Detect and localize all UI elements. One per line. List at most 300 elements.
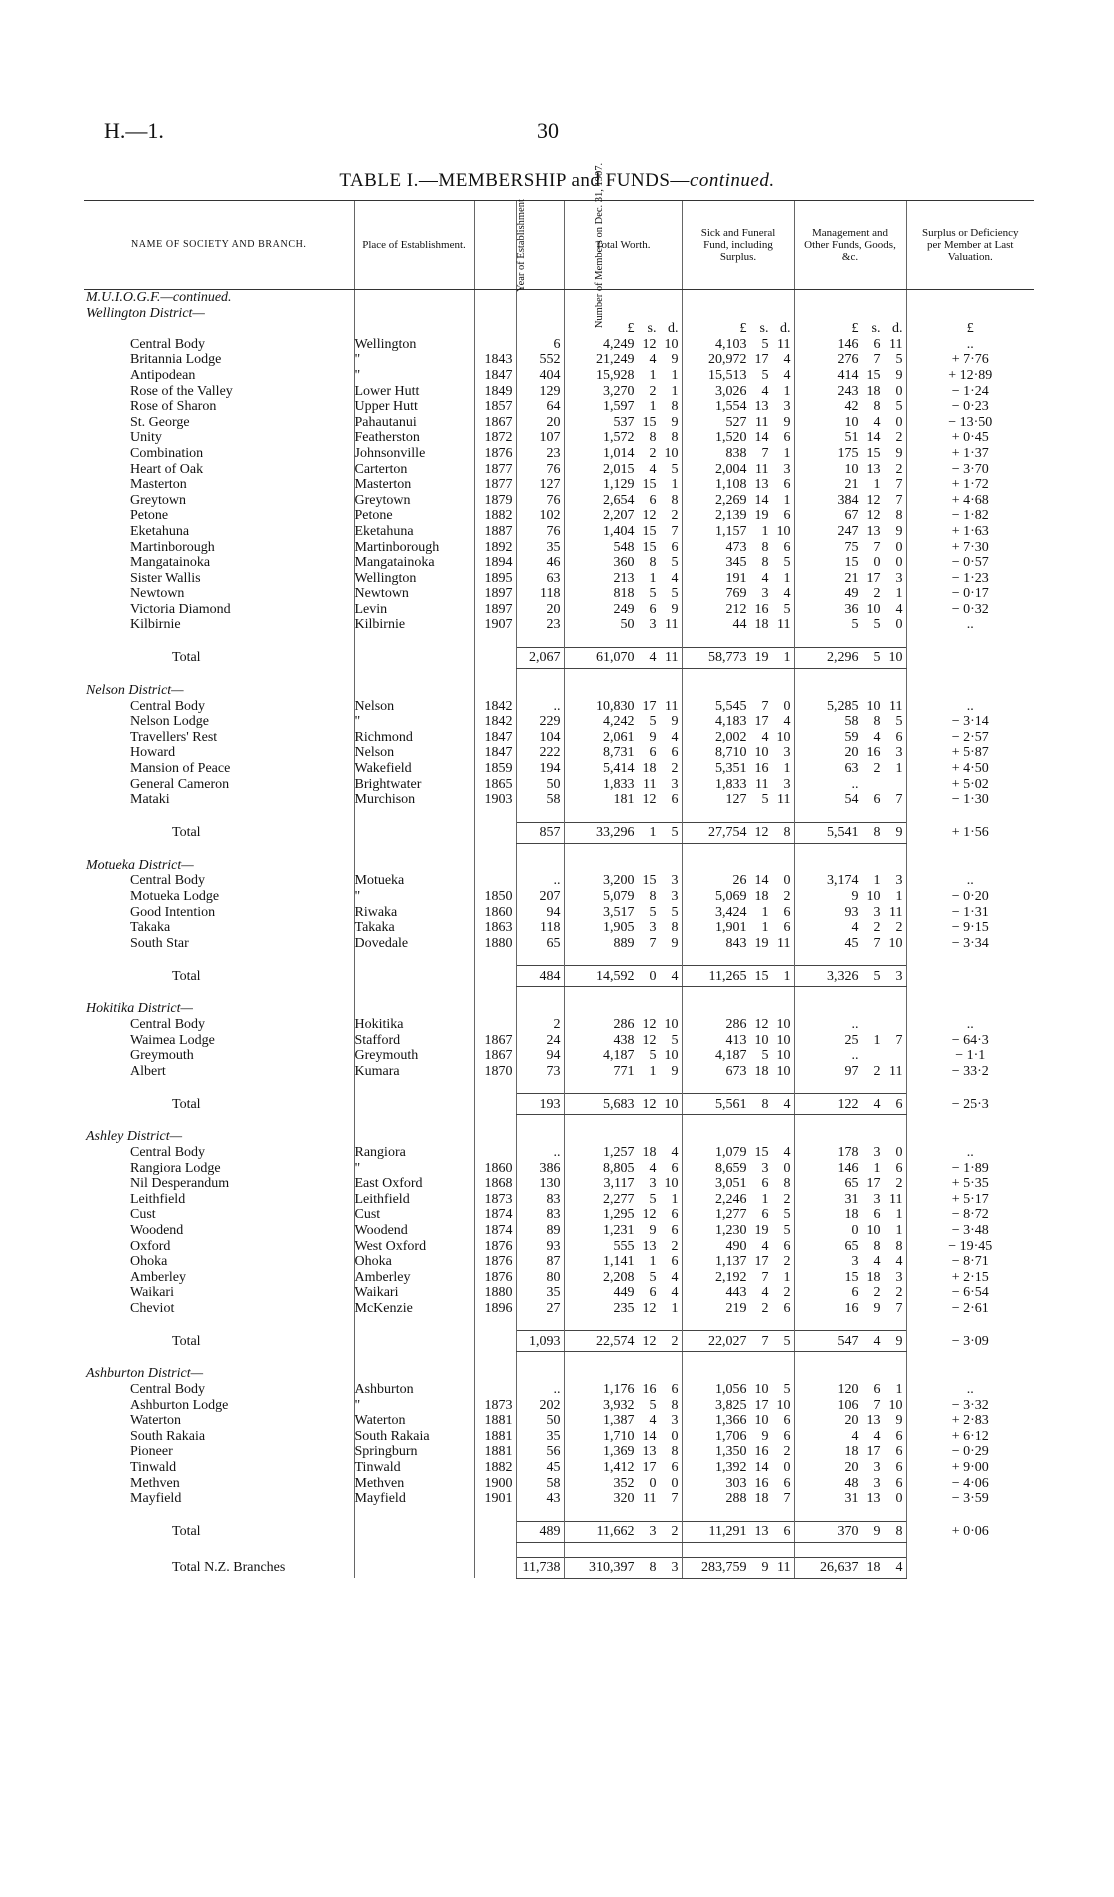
- total-worth-value: [565, 1398, 682, 1414]
- year-of-establishment: 1876: [474, 1239, 516, 1255]
- sick-funeral-fund-value: [683, 1033, 794, 1049]
- sick-fund-sum: [682, 1094, 794, 1115]
- number-of-members: ..: [516, 873, 564, 889]
- sick-fund-sum: [682, 648, 794, 669]
- table-row: [84, 1223, 1034, 1239]
- total-worth-sum-value: [565, 825, 682, 841]
- pounds: 213: [613, 570, 635, 586]
- shillings: 0: [873, 555, 881, 571]
- management-funds-value: [795, 1301, 906, 1317]
- management-funds-value: [795, 761, 906, 777]
- total-worth-value: [565, 602, 682, 618]
- shillings: 17: [754, 714, 769, 730]
- branch-name: Mangatainoka: [130, 555, 211, 571]
- shillings: 6: [649, 1285, 657, 1301]
- pounds: 178: [837, 1144, 859, 1160]
- year-of-establishment: 1847: [474, 745, 516, 761]
- total-members: 489: [516, 1521, 564, 1542]
- total-worth-value: [565, 936, 682, 952]
- sick-funeral-fund: [682, 1285, 794, 1301]
- district-name: Wellington District—: [86, 305, 205, 321]
- management-funds-value: [795, 508, 906, 524]
- pounds: 1,412: [603, 1460, 635, 1476]
- spacer-cell: [354, 1079, 474, 1094]
- number-of-members: 76: [516, 493, 564, 509]
- spacer-cell: [474, 1115, 516, 1130]
- spacer-cell: [794, 669, 906, 684]
- pence: 10: [888, 1397, 903, 1413]
- total-worth: [564, 446, 682, 462]
- sick-funeral-fund-value: [683, 1413, 794, 1429]
- pence: 0: [671, 1475, 679, 1491]
- district-name: Ashley District—: [86, 1129, 183, 1145]
- total-worth-value: [565, 761, 682, 777]
- pounds: 5,069: [715, 889, 747, 904]
- unit-pence: d.: [892, 321, 903, 337]
- surplus-deficiency: − 64·3: [906, 1033, 1034, 1049]
- shillings: 16: [642, 1382, 657, 1398]
- pounds: 2,277: [603, 1191, 635, 1207]
- branch-name: Motueka Lodge: [130, 889, 220, 904]
- pounds: 1,108: [715, 477, 747, 493]
- sick-funeral-fund-value: [683, 1444, 794, 1460]
- shillings: 3: [873, 1460, 881, 1476]
- pence: 7: [671, 1491, 679, 1507]
- empty-cell: [474, 1557, 516, 1578]
- pence: 6: [671, 1160, 679, 1176]
- pounds: 3,517: [603, 904, 635, 920]
- pounds: 818: [613, 586, 635, 602]
- pounds: 146: [837, 336, 859, 352]
- pence: 2: [671, 508, 679, 524]
- pence: 11: [665, 698, 679, 714]
- total-worth-value: [565, 1033, 682, 1049]
- pence: 6: [895, 1444, 903, 1460]
- total-surplus: − 3·09: [906, 1331, 1034, 1352]
- sick-funeral-fund-value: [683, 1239, 794, 1255]
- management-funds-value: [795, 714, 906, 730]
- pounds: 384: [837, 492, 859, 508]
- place-of-establishment: ": [354, 889, 474, 905]
- table-row: [84, 1270, 1034, 1286]
- spacer-cell: [682, 1542, 794, 1557]
- total-worth-value: [565, 1382, 682, 1398]
- sick-funeral-fund-value: [683, 1285, 794, 1301]
- spacer-cell: [794, 1352, 906, 1367]
- sick-funeral-fund-value: [683, 730, 794, 746]
- total-worth-value: [565, 399, 682, 415]
- pence: 6: [783, 1300, 791, 1316]
- place-of-establishment: Nelson: [354, 699, 474, 715]
- pence: 4: [671, 1269, 679, 1285]
- district-name: Hokitika District—: [86, 1001, 193, 1017]
- pounds: 18: [844, 1444, 859, 1460]
- surplus-deficiency: + 9·00: [906, 1460, 1034, 1476]
- empty-cell: [516, 683, 564, 699]
- pence: 0: [783, 1460, 791, 1476]
- spacer-cell: [794, 1542, 906, 1557]
- year-of-establishment: [474, 873, 516, 889]
- table-row: [84, 446, 1034, 462]
- year-of-establishment: 1849: [474, 384, 516, 400]
- pence: 0: [895, 1491, 903, 1507]
- sick-funeral-fund: [682, 761, 794, 777]
- shillings: 6: [873, 1382, 881, 1398]
- management-funds: [794, 384, 906, 400]
- shillings: 15: [642, 414, 657, 430]
- sick-funeral-fund-value: [683, 399, 794, 415]
- empty-cell: [474, 1129, 516, 1145]
- pence: 10: [664, 336, 679, 352]
- place-of-establishment: Springburn: [354, 1444, 474, 1460]
- pounds: 44: [732, 617, 747, 633]
- shillings: 11: [643, 1491, 657, 1507]
- place-of-establishment: Hokitika: [354, 1017, 474, 1033]
- units-cell: [682, 321, 794, 337]
- spacer-cell: [474, 1316, 516, 1331]
- shillings: 12: [866, 492, 881, 508]
- shillings: 5: [873, 968, 881, 984]
- spacer-cell: [516, 843, 564, 858]
- management-funds-value: [795, 1064, 906, 1080]
- sick-funeral-fund-value: [683, 1491, 794, 1507]
- management-sum: [794, 966, 906, 987]
- spacer-cell: [794, 808, 906, 823]
- shillings: 6: [649, 745, 657, 761]
- total-worth-value: [565, 1301, 682, 1317]
- empty-cell: [794, 290, 906, 306]
- branch-name: Travellers' Rest: [130, 729, 218, 745]
- shillings: 9: [649, 1222, 657, 1238]
- pence: 5: [783, 1333, 791, 1349]
- spacer-cell: [84, 808, 354, 823]
- pounds: 15,513: [708, 367, 747, 383]
- pounds: 5,545: [715, 698, 747, 714]
- branch-name: Mayfield: [130, 1491, 182, 1507]
- pence: 7: [671, 523, 679, 539]
- place-of-establishment: Amberley: [354, 1270, 474, 1286]
- spacer-cell: [84, 1316, 354, 1331]
- sick-funeral-fund-value: [683, 792, 794, 808]
- management-funds-value: [795, 1398, 906, 1414]
- pounds: 146: [837, 1160, 859, 1176]
- shillings: 4: [761, 570, 769, 586]
- sick-funeral-fund-value: [683, 1429, 794, 1445]
- spacer-row: [84, 1079, 1034, 1094]
- management-sum: [794, 648, 906, 669]
- sick-funeral-fund-value: [683, 1207, 794, 1223]
- branch-name: Central Body: [130, 698, 206, 714]
- total-worth-value: [565, 493, 682, 509]
- management-funds: [794, 714, 906, 730]
- place-of-establishment: Rangiora: [354, 1145, 474, 1161]
- pounds: 21,249: [596, 352, 635, 368]
- pounds: 31: [844, 1491, 859, 1507]
- shillings: 1: [761, 523, 769, 539]
- management-funds-value: [795, 1429, 906, 1445]
- pounds: 20: [844, 1413, 859, 1429]
- units: [565, 321, 682, 337]
- number-of-members: 45: [516, 1460, 564, 1476]
- pence: 9: [671, 601, 679, 617]
- year-of-establishment: 1894: [474, 555, 516, 571]
- sick-fund-sum: [682, 1331, 794, 1352]
- table-row: [84, 1301, 1034, 1317]
- total-worth: [564, 1048, 682, 1064]
- sick-funeral-fund: [682, 1048, 794, 1064]
- sick-funeral-fund-value: [683, 920, 794, 936]
- pounds: 345: [725, 555, 747, 571]
- management-funds-value: [795, 430, 906, 446]
- management-funds-value: [795, 540, 906, 556]
- number-of-members: 58: [516, 792, 564, 808]
- branch-name: Victoria Diamond: [130, 601, 231, 617]
- district-heading: [84, 683, 1034, 699]
- surplus-deficiency: + 7·76: [906, 352, 1034, 368]
- pounds: 10: [844, 414, 859, 430]
- table-row: [84, 1145, 1034, 1161]
- surplus-deficiency: − 1·1: [906, 1048, 1034, 1064]
- pounds: 16: [844, 1300, 859, 1316]
- year-of-establishment: 1901: [474, 1491, 516, 1507]
- branch-name: Waimea Lodge: [130, 1032, 215, 1048]
- shillings: 15: [642, 873, 657, 889]
- sick-funeral-fund: [682, 1033, 794, 1049]
- number-of-members: 93: [516, 1239, 564, 1255]
- pence: 3: [783, 776, 791, 792]
- shillings: 4: [761, 383, 769, 399]
- total-worth: [564, 415, 682, 431]
- branch-name: Oxford: [130, 1238, 171, 1254]
- management-funds-value: [795, 873, 906, 889]
- pounds: 1,706: [715, 1428, 747, 1444]
- pence: 2: [783, 1285, 791, 1301]
- pounds: 11,265: [708, 968, 747, 984]
- sick-funeral-fund: [682, 905, 794, 921]
- surplus-deficiency: − 1·82: [906, 508, 1034, 524]
- management-funds-value: [795, 777, 906, 793]
- shillings: 1: [649, 570, 657, 586]
- col-total-worth-header: Total Worth.: [564, 201, 682, 290]
- spacer-cell: [682, 808, 794, 823]
- table-row: [84, 889, 1034, 905]
- branch-name: Greymouth: [130, 1048, 194, 1064]
- empty-cell: [516, 306, 564, 322]
- empty-cell: [474, 1331, 516, 1352]
- total-worth-value: [565, 792, 682, 808]
- surplus-deficiency: − 0·29: [906, 1444, 1034, 1460]
- district-heading: [84, 1366, 1034, 1382]
- pence: 9: [671, 352, 679, 368]
- place-of-establishment: Cust: [354, 1207, 474, 1223]
- table-row: [84, 1017, 1034, 1033]
- shillings: 5: [649, 714, 657, 730]
- pence: 11: [889, 1191, 903, 1207]
- empty-cell: [682, 858, 794, 874]
- management-funds: [794, 617, 906, 633]
- total-worth-sum: [564, 648, 682, 669]
- shillings: 14: [754, 873, 769, 889]
- management-funds-value: [795, 1176, 906, 1192]
- sick-funeral-fund-value: [683, 540, 794, 556]
- header-row: [84, 201, 1034, 290]
- sick-funeral-fund-value: [683, 1161, 794, 1177]
- place-of-establishment: Brightwater: [354, 777, 474, 793]
- pence: 4: [783, 586, 791, 602]
- pence: 3: [671, 1560, 679, 1576]
- pence: 10: [776, 1063, 791, 1079]
- empty-cell: [474, 683, 516, 699]
- pence: 1: [671, 477, 679, 493]
- sick-fund-sum: [682, 966, 794, 987]
- spacer-cell: [564, 1352, 682, 1367]
- pounds: 106: [837, 1397, 859, 1413]
- empty-cell: [354, 1129, 474, 1145]
- pounds: 22,027: [708, 1333, 747, 1349]
- sick-funeral-fund-value: [683, 1064, 794, 1080]
- branch-name: Takaka: [130, 920, 171, 936]
- pence: 6: [671, 1207, 679, 1223]
- pence: 4: [671, 968, 679, 984]
- total-worth: [564, 1429, 682, 1445]
- table-row: [84, 1192, 1034, 1208]
- branch-name: Albert: [130, 1063, 166, 1079]
- total-worth-sum-value: [565, 969, 682, 985]
- pounds: 8,731: [603, 745, 635, 761]
- shillings: 4: [873, 1428, 881, 1444]
- year-of-establishment: 1860: [474, 1161, 516, 1177]
- total-worth: [564, 1444, 682, 1460]
- management-funds: [794, 1254, 906, 1270]
- pounds: 50: [620, 617, 635, 633]
- spacer-cell: [682, 951, 794, 966]
- place-of-establishment: Featherston: [354, 430, 474, 446]
- table-row: [84, 524, 1034, 540]
- number-of-members: ..: [516, 1145, 564, 1161]
- pounds: 26,637: [820, 1560, 859, 1576]
- management-funds-value: [795, 571, 906, 587]
- shillings: 18: [754, 1063, 769, 1079]
- sick-funeral-fund: [682, 524, 794, 540]
- sick-funeral-fund-value: [683, 617, 794, 633]
- pounds: 303: [725, 1475, 747, 1491]
- empty-cell: [354, 1094, 474, 1115]
- spacer-row: [84, 1316, 1034, 1331]
- pence: 6: [895, 1160, 903, 1176]
- pence: 3: [671, 776, 679, 792]
- spacer-cell: [906, 951, 1034, 966]
- sick-funeral-fund-value: [683, 352, 794, 368]
- total-worth-value: [565, 1429, 682, 1445]
- pounds: 1,129: [603, 477, 635, 493]
- shillings: 12: [642, 1300, 657, 1316]
- shillings: 18: [642, 761, 657, 777]
- table-row: [84, 1285, 1034, 1301]
- pounds: 2,061: [603, 729, 635, 745]
- management-funds: [794, 493, 906, 509]
- management-funds-value: [795, 1223, 906, 1239]
- surplus-deficiency: ..: [906, 1017, 1034, 1033]
- year-of-establishment: [474, 1017, 516, 1033]
- management-funds-value: [795, 1444, 906, 1460]
- total-worth-value: [565, 384, 682, 400]
- district-heading: [84, 306, 1034, 322]
- pence: 6: [671, 539, 679, 555]
- spacer-cell: [906, 808, 1034, 823]
- shillings: 4: [873, 1096, 881, 1112]
- pounds: 1,137: [715, 1254, 747, 1270]
- total-worth: [564, 571, 682, 587]
- sick-funeral-fund-value: [683, 1176, 794, 1192]
- sick-funeral-fund: [682, 384, 794, 400]
- sick-funeral-fund: [682, 714, 794, 730]
- management-funds: [794, 792, 906, 808]
- pounds: 3,174: [827, 873, 859, 889]
- management-funds: [794, 1398, 906, 1414]
- pounds: 3,424: [715, 904, 747, 920]
- pence: [881, 1017, 903, 1033]
- pence: 6: [895, 1475, 903, 1491]
- total-worth-sum-value: [565, 1524, 682, 1540]
- spacer-cell: [682, 1316, 794, 1331]
- place-of-establishment: McKenzie: [354, 1301, 474, 1317]
- spacer-cell: [84, 633, 354, 648]
- branch-name: General Cameron: [130, 776, 230, 792]
- management-funds: [794, 446, 906, 462]
- total-worth-sum: [564, 1331, 682, 1352]
- pounds: ..: [851, 776, 859, 792]
- management-funds-value: [795, 524, 906, 540]
- page-header-ref: H.—1.: [104, 118, 164, 143]
- place-of-establishment: ": [354, 352, 474, 368]
- shillings: 12: [642, 792, 657, 808]
- shillings: 12: [642, 1032, 657, 1048]
- total-worth-value: [565, 1207, 682, 1223]
- branch-name: Central Body: [130, 1016, 206, 1032]
- place-of-establishment: Methven: [354, 1476, 474, 1492]
- pounds: 212: [725, 601, 747, 617]
- sick-funeral-fund-value: [683, 1476, 794, 1492]
- year-of-establishment: 1874: [474, 1223, 516, 1239]
- col-surplus-header: Surplus or Deficiency per Member at Last Valuation.: [906, 201, 1034, 290]
- number-of-members: 63: [516, 571, 564, 587]
- sick-funeral-fund-value: [683, 446, 794, 462]
- shillings: 4: [761, 1238, 769, 1254]
- shillings: 11: [643, 776, 657, 792]
- empty-cell: [474, 858, 516, 874]
- pence: 10: [776, 729, 791, 745]
- col-name-header: NAME OF SOCIETY AND BRANCH.: [84, 201, 354, 290]
- shillings: 13: [754, 399, 769, 415]
- shillings: 17: [642, 698, 657, 714]
- management-funds-value: [795, 905, 906, 921]
- total-worth-value: [565, 446, 682, 462]
- pence: 6: [671, 1460, 679, 1476]
- shillings: 17: [754, 352, 769, 368]
- spacer-row: [84, 669, 1034, 684]
- total-worth: [564, 1301, 682, 1317]
- year-of-establishment: 1876: [474, 1254, 516, 1270]
- place-of-establishment: Murchison: [354, 792, 474, 808]
- spacer-cell: [354, 1316, 474, 1331]
- district-name: Motueka District—: [86, 857, 194, 873]
- branch-name: Amberley: [130, 1269, 186, 1285]
- place-of-establishment: Leithfield: [354, 1192, 474, 1208]
- sick-funeral-fund: [682, 430, 794, 446]
- place-of-establishment: Kilbirnie: [354, 617, 474, 633]
- number-of-members: 50: [516, 777, 564, 793]
- sick-funeral-fund: [682, 1444, 794, 1460]
